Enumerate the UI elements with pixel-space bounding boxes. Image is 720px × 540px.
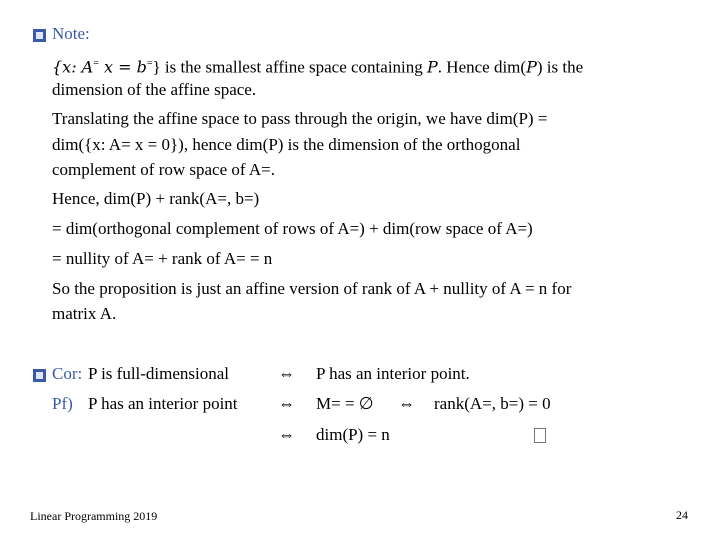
bullet-icon	[33, 369, 46, 382]
note-line-5: complement of row space of A=.	[52, 160, 275, 179]
cor-right: P has an interior point.	[316, 364, 470, 383]
note-line-3: Translating the affine space to pass through the origin, we have dim(P) =	[52, 109, 548, 128]
math-p: P	[526, 57, 537, 77]
iff-icon: ⇔	[278, 425, 295, 444]
note-label: Note:	[52, 24, 90, 43]
iff-icon: ⇔	[278, 394, 295, 413]
math-p: P	[427, 57, 438, 77]
note-line-6: Hence, dim(P) + rank(A=, b=)	[52, 189, 260, 208]
note-text: ) is the	[536, 57, 584, 77]
iff-icon: ⇔	[278, 364, 295, 383]
cor-left: P is full-dimensional	[88, 364, 230, 383]
qed-icon	[534, 428, 546, 443]
note-line-8: = nullity of A= + rank of A= = n	[52, 249, 273, 268]
pf-left: P has an interior point	[88, 394, 238, 413]
math-equation: x = b	[98, 57, 147, 77]
note-line-1: {x: A= x = b=} is the smallest affine space containing P. Hence dim(P) is the	[52, 57, 584, 77]
note-text: . Hence dim(	[437, 57, 527, 77]
note-line-7: = dim(orthogonal complement of rows of A=) + dim(row space of A=)	[52, 219, 533, 238]
pf-mid: M= = ∅	[316, 394, 374, 413]
footer-course: Linear Programming 2019	[30, 509, 158, 523]
pf-label: Pf)	[52, 394, 73, 413]
page-number: 24	[676, 508, 688, 522]
cor-label: Cor:	[52, 364, 83, 383]
pf-last: dim(P) = n	[316, 425, 390, 444]
note-line-9: So the proposition is just an affine version of rank of A + nullity of A = n for	[52, 279, 572, 298]
note-line-2: dimension of the affine space.	[52, 80, 257, 99]
math-set-open: {x: A	[52, 57, 94, 77]
note-line-4: dim({x: A= x = 0}), hence dim(P) is the dimension of the orthogonal	[52, 135, 521, 154]
bullet-icon	[33, 29, 46, 42]
pf-right: rank(A=, b=) = 0	[434, 394, 551, 413]
note-text: } is the smallest affine space containing	[152, 57, 428, 77]
note-line-10: matrix A.	[52, 304, 117, 323]
iff-icon: ⇔	[398, 394, 415, 413]
